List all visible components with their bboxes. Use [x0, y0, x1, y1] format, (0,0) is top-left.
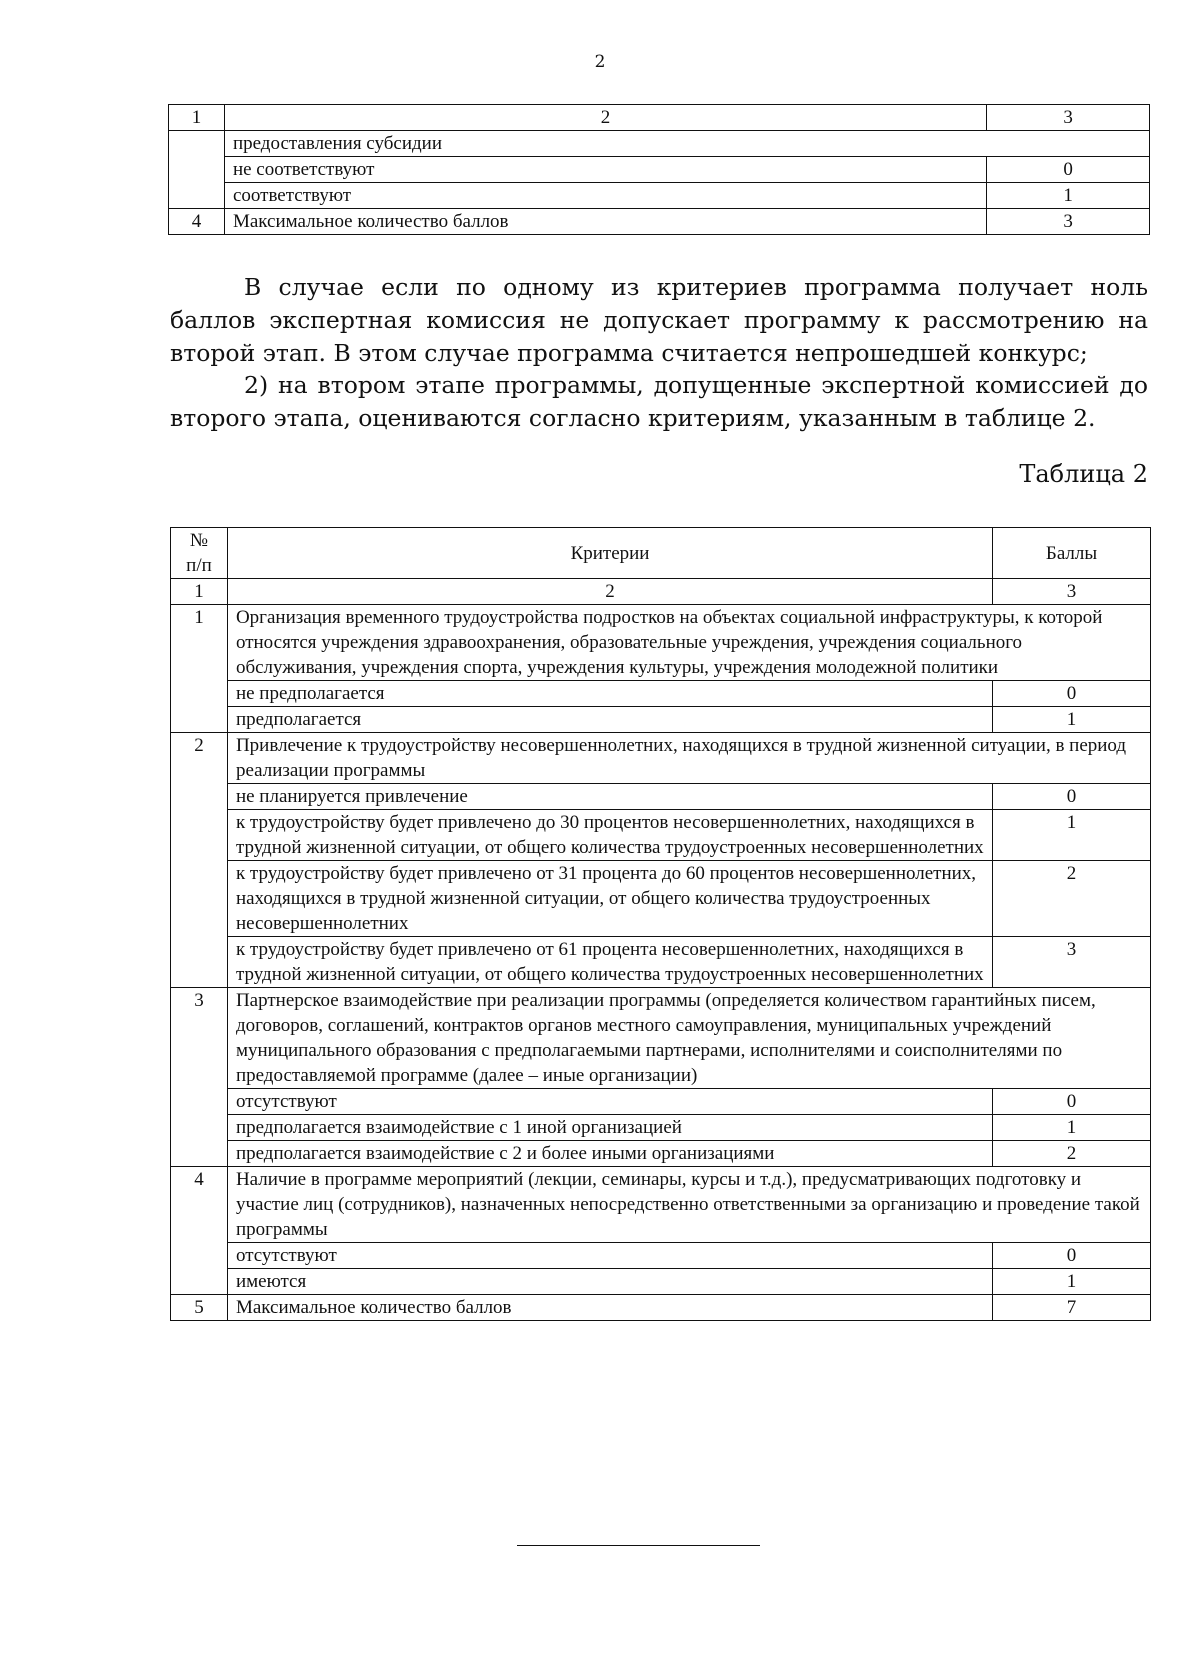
option-score: 0 — [993, 784, 1151, 810]
option-label: предполагается взаимодействие с 1 иной организацией — [227, 1115, 992, 1141]
criterion-number: 1 — [171, 605, 228, 733]
table-row — [171, 861, 1151, 937]
table-cell: 3 — [993, 579, 1151, 605]
table-row — [171, 733, 1151, 784]
option-score: 0 — [993, 1243, 1151, 1269]
criterion-text: предоставления субсидии — [224, 131, 1149, 157]
table-cell: 1 — [171, 579, 228, 605]
paragraph-text: 2) на втором этапе программы, допущенные экспертной комиссией до второго этапа, оцениваются согласно критериям, указанным в таблице 2. — [170, 371, 1148, 432]
page-number: 2 — [594, 52, 606, 72]
paragraph-first-stage — [170, 271, 1148, 370]
option-score: 2 — [993, 1141, 1151, 1167]
header-number — [171, 528, 228, 579]
table-row — [171, 1167, 1151, 1243]
option-score: 0 — [993, 681, 1151, 707]
option-score: 1 — [993, 810, 1151, 861]
option-label: к трудоустройству будет привлечено от 61 процента несовершеннолетних, находящихся в трудной жизненной ситуации, от общего количества трудоустроенных несовершеннолетних — [227, 937, 992, 988]
option-score: 3 — [993, 937, 1151, 988]
max-score-label: Максимальное количество баллов — [224, 209, 986, 235]
table-cell: 2 — [224, 105, 986, 131]
option-label: к трудоустройству будет привлечено от 31 процента до 60 процентов несовершеннолетних, находящихся в трудной жизненной ситуации, от общего количества трудоустроенных несовершеннолетних — [227, 861, 992, 937]
table-row — [169, 105, 1150, 131]
row-number: 5 — [171, 1295, 228, 1321]
closing-divider-line — [517, 1545, 760, 1546]
criteria-table-2 — [170, 527, 1151, 1321]
option-label: имеются — [227, 1269, 992, 1295]
row-number: 4 — [169, 209, 225, 235]
option-label: к трудоустройству будет привлечено до 30 процентов несовершеннолетних, находящихся в трудной жизненной ситуации, от общего количества трудоустроенных несовершеннолетних — [227, 810, 992, 861]
criterion-text: Организация временного трудоустройства подростков на объектах социальной инфраструктуры, к которой относятся учреждения здравоохранения, образовательные учреждения, учреждения социального обслуживания, учреждения спорта, учреждения культуры, учреждения молодежной политики — [227, 605, 1150, 681]
table-header-row — [171, 528, 1151, 579]
table-row — [171, 1115, 1151, 1141]
table-row — [171, 1141, 1151, 1167]
table-row — [171, 1089, 1151, 1115]
option-score: 0 — [987, 157, 1150, 183]
max-score-value: 3 — [987, 209, 1150, 235]
table-row — [171, 605, 1151, 681]
table-cell: 3 — [987, 105, 1150, 131]
table-row — [171, 988, 1151, 1089]
criterion-number: 2 — [171, 733, 228, 988]
paragraph-second-stage — [170, 369, 1148, 435]
option-score: 2 — [993, 861, 1151, 937]
table-row — [171, 937, 1151, 988]
option-label: соответствуют — [224, 183, 986, 209]
header-score: Баллы — [993, 528, 1151, 579]
option-label: предполагается взаимодействие с 2 и более иными организациями — [227, 1141, 992, 1167]
max-score-value: 7 — [993, 1295, 1151, 1321]
max-score-label: Максимальное количество баллов — [227, 1295, 992, 1321]
header-criteria: Критерии — [227, 528, 992, 579]
table-cell — [169, 131, 225, 209]
option-label: не соответствуют — [224, 157, 986, 183]
table-row — [171, 1295, 1151, 1321]
table-row — [171, 1243, 1151, 1269]
option-label: отсутствуют — [227, 1089, 992, 1115]
paragraph-text: В случае если по одному из критериев программа получает ноль баллов экспертная комиссия не допускает программу к рассмотрению на второй этап. В этом случае программа считается непрошедшей конкурс; — [170, 273, 1148, 367]
table-cell: 1 — [169, 105, 225, 131]
option-score: 1 — [993, 1115, 1151, 1141]
option-score: 1 — [993, 707, 1151, 733]
table-row — [171, 579, 1151, 605]
option-score: 0 — [993, 1089, 1151, 1115]
criterion-number: 4 — [171, 1167, 228, 1295]
header-number-line1: № — [189, 530, 209, 551]
table-cell: 2 — [227, 579, 992, 605]
table-row — [169, 183, 1150, 209]
table-row — [169, 209, 1150, 235]
criteria-table-continued — [168, 104, 1150, 235]
table-row — [171, 1269, 1151, 1295]
criterion-text: Партнерское взаимодействие при реализации программы (определяется количеством гарантийных писем, договоров, соглашений, контрактов органов местного самоуправления, муниципальных учреждений муниципального образования с предполагаемыми партнерами, исполнителями и соисполнителями по предоставляемой программе (далее – иные организации) — [227, 988, 1150, 1089]
option-label: не предполагается — [227, 681, 992, 707]
table-row — [171, 707, 1151, 733]
table-row — [169, 157, 1150, 183]
option-label: предполагается — [227, 707, 992, 733]
table-row — [171, 784, 1151, 810]
criterion-text: Привлечение к трудоустройству несовершеннолетних, находящихся в трудной жизненной ситуации, в период реализации программы — [227, 733, 1150, 784]
option-label: не планируется привлечение — [227, 784, 992, 810]
table-row — [171, 810, 1151, 861]
criterion-text: Наличие в программе мероприятий (лекции, семинары, курсы и т.д.), предусматривающих подготовку и участие лиц (сотрудников), назначенных непосредственно ответственными за организацию и проведение такой программы — [227, 1167, 1150, 1243]
table-row — [171, 681, 1151, 707]
criterion-number: 3 — [171, 988, 228, 1167]
option-score: 1 — [993, 1269, 1151, 1295]
option-label: отсутствуют — [227, 1243, 992, 1269]
table-caption: Таблица 2 — [1019, 460, 1148, 488]
table-row — [169, 131, 1150, 157]
header-number-line2: п/п — [186, 555, 212, 576]
option-score: 1 — [987, 183, 1150, 209]
